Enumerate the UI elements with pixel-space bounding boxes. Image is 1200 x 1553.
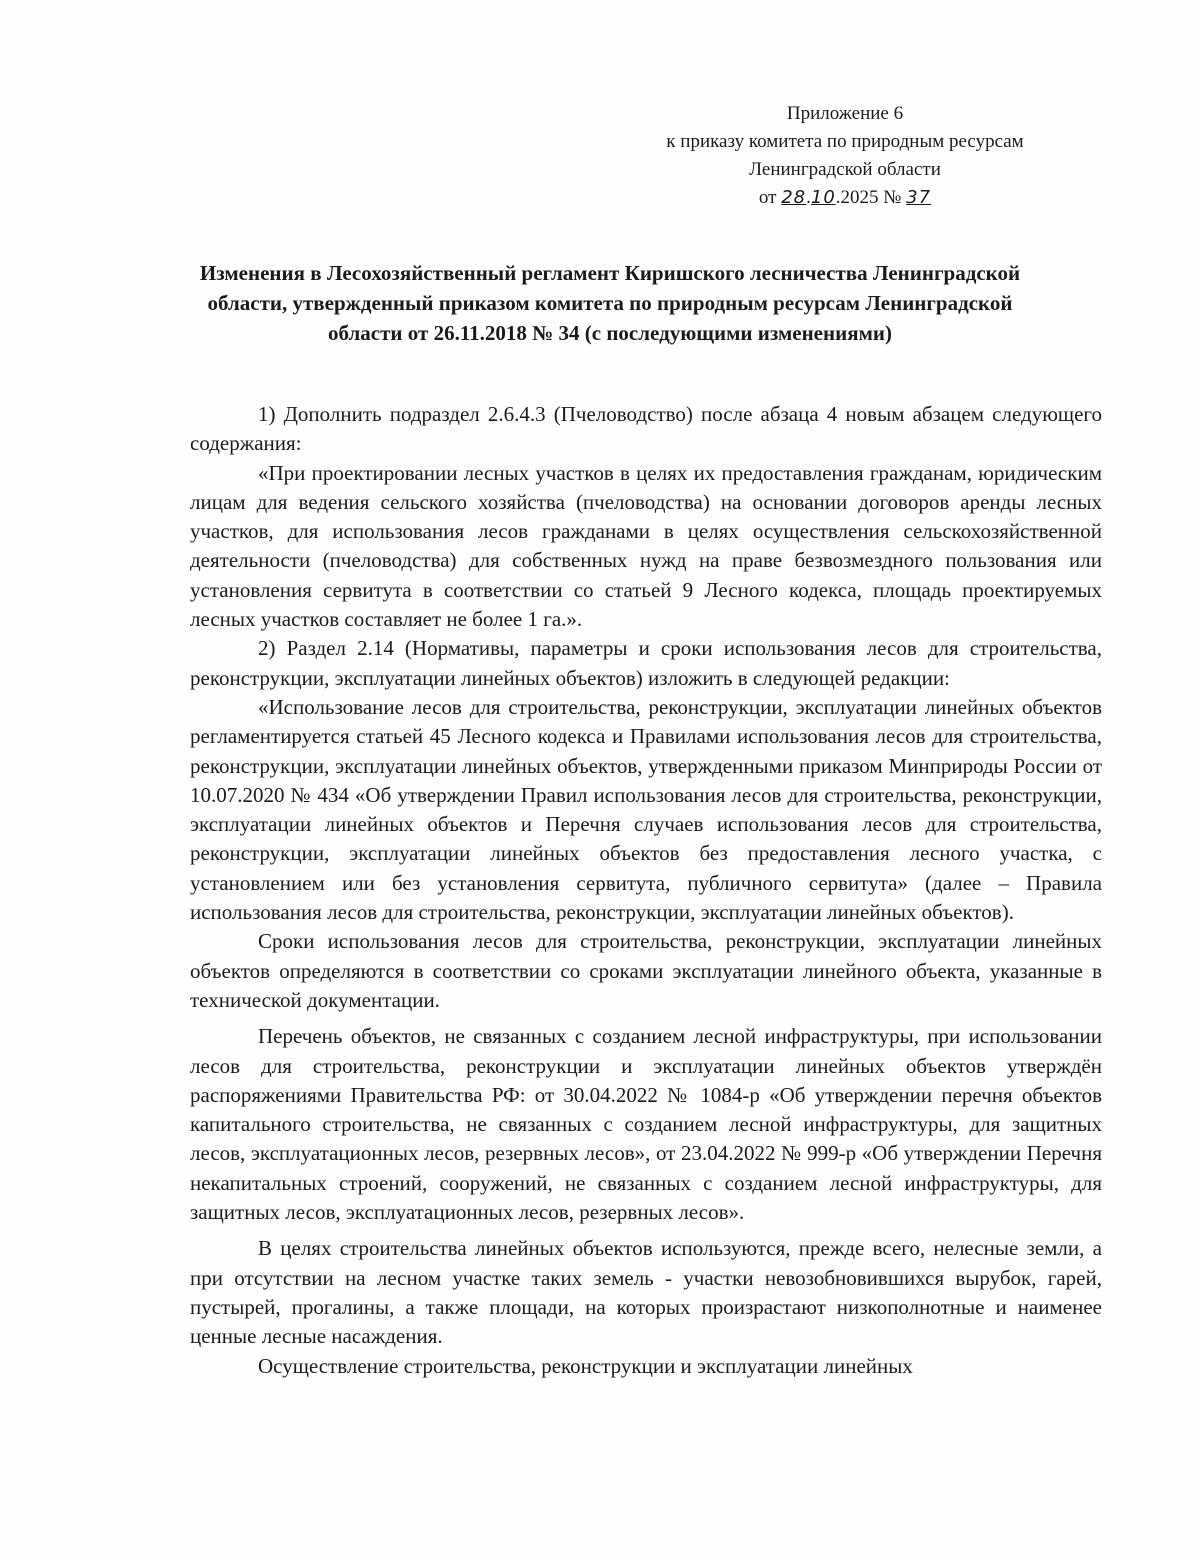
date-separator: . xyxy=(806,187,811,208)
paragraph-3: 2) Раздел 2.14 (Нормативы, параметры и сроки использования лесов для строительства, реконструкции, эксплуатации линейных объектов) изложить в следующей редакции: xyxy=(190,636,1102,690)
date-prefix: от xyxy=(758,187,777,208)
order-number-handwritten: 37 xyxy=(906,187,932,208)
date-day-handwritten: 28 xyxy=(781,187,807,208)
document-body xyxy=(190,400,1102,1381)
paragraph-4: «Использование лесов для строительства, реконструкции, эксплуатации линейных объектов регламентируется статьей 45 Лесного кодекса и Правилами использования лесов для строительства, реконструкции, эксплуатации линейных объектов, утвержденными приказом Минприроды России от 10.07.2020 № 434 «Об утверждении Правил использования лесов для строительства, реконструкции, эксплуатации линейных объектов и Перечня случаев использования лесов для строительства, реконструкции, эксплуатации линейных объектов без предоставления лесного участка, с установлением или без установления сервитута, публичного сервитута» (далее – Правила использования лесов для строительства, реконструкции, эксплуатации линейных объектов). xyxy=(190,694,1102,925)
date-month-handwritten: 10 xyxy=(810,187,836,208)
paragraph-2: «При проектировании лесных участков в целях их предоставления гражданам, юридическим лицам для ведения сельского хозяйства (пчеловодства) на основании договоров аренды лесных участков, для использования лесов гражданами в целях осуществления сельскохозяйственной деятельности (пчеловодства) для собственных нужд на праве безвозмездного пользования или установления сервитута в соответствии со статьей 9 Лесного кодекса, площадь проектируемых лесных участков составляет не более 1 га.». xyxy=(190,460,1102,632)
paragraph-6: Перечень объектов, не связанных с созданием лесной инфраструктуры, при использовании лесов для строительства, реконструкции и эксплуатации линейных объектов утверждён распоряжениями Правительства РФ: от 30.04.2022 № 1084-р «Об утверждении перечня объектов капитального строительства, не связанных с созданием лесной инфраструктуры, для защитных лесов, эксплуатационных лесов, резервных лесов», от 23.04.2022 № 999-р «Об утверждении Перечня некапитальных строений, сооружений, не связанных с созданием лесной инфраструктуры, для защитных лесов, эксплуатационных лесов, резервных лесов». xyxy=(190,1024,1102,1225)
paragraph-5: Сроки использования лесов для строительства, реконструкции, эксплуатации линейных объектов определяются в соответствии со сроками эксплуатации линейного объекта, указанные в технической документации. xyxy=(190,929,1102,1012)
appendix-label: Приложение 6 xyxy=(786,103,904,124)
appendix-header xyxy=(620,100,1070,212)
date-year: .2025 № xyxy=(835,187,902,208)
paragraph-1: 1) Дополнить подраздел 2.6.4.3 (Пчеловодство) после абзаца 4 новым абзацем следующего содержания: xyxy=(190,402,1102,456)
appendix-region: Ленинградской области xyxy=(749,159,941,180)
paragraph-7: В целях строительства линейных объектов используются, прежде всего, нелесные земли, а при отсутствии на лесном участке таких земель - участки невозобновившихся вырубок, гарей, пустырей, прогалины, а также площади, на которых произрастают низкополнотные и наименее ценные лесные насаждения. xyxy=(190,1236,1102,1349)
paragraph-8: Осуществление строительства, реконструкции и эксплуатации линейных xyxy=(258,1353,913,1378)
appendix-order-ref: к приказу комитета по природным ресурсам xyxy=(666,131,1024,152)
appendix-date-line xyxy=(620,184,1070,212)
document-title: Изменения в Лесохозяйственный регламент Киришского лесничества Ленинградской области, утвержденный приказом комитета по природным ресурсам Ленинградской области от 26.11.2018 № 34 (с последующими изменениями) xyxy=(199,261,1021,345)
